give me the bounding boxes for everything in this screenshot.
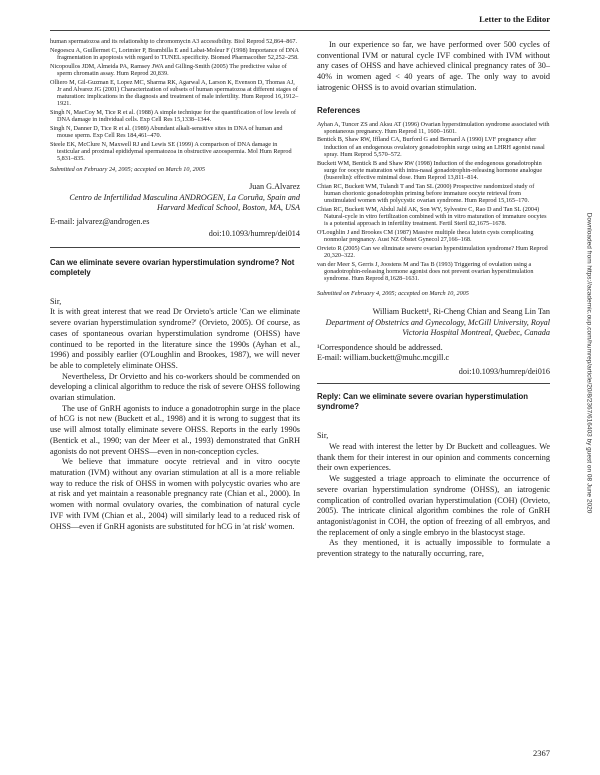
author-affiliation: Centro de Infertilidad Masculina ANDROGEN, La Coruña, Spain and Harvard Medical School, Boston, MA, USA	[69, 192, 300, 213]
correspondence-note: ¹Correspondence should be addressed.	[317, 342, 443, 352]
salutation: Sir,	[50, 296, 62, 306]
body-paragraph: Nevertheless, Dr Orvietto and his co-workers should be commended on developing a clinical algorithm to reduce the risk of severe OHSS following ovarian stimulation.	[50, 371, 300, 403]
body-paragraph: We believe that immature oocyte retrieval and in vitro oocyte maturation (IVM) without any ovarian stimulation at all is a more reliable way to reduce the risk of OHSS in women with polycystic ovaries who are at risk and yet maintain a reasonable pregnancy rate (Chian et al., 2000). In women with normal ovulatory ovaries, the combination of natural cycle IVF with IVM (Chian et al., 2004) will similarly lead to a reduced risk of OHSS—even if GnRH agonists are substituted for hCG in 'at risk' women.	[50, 457, 300, 531]
reply-body	[317, 431, 550, 559]
author-affiliation: Department of Obstetrics and Gynecology, McGill University, Royal Victoria Hospital Montreal, Quebec, Canada	[325, 317, 550, 338]
reference-list-continued	[50, 38, 300, 162]
reference-item: Buckett WM, Bentick B and Shaw RW (1998) Induction of the endogenous gonadotrophin surge for oocyte maturation with intra-nasal gonadotrophin-releasing hormone analogue (buserelin): effective minimal dose. Hum Reprod 13,811–814.	[317, 159, 543, 181]
reference-item: Singh N, MacCoy M, Tice R et al. (1988) A simple technique for the quantification of low levels of DNA damage in individual cells. Exp Cell Res 15,1338–1344.	[50, 108, 296, 124]
reference-item: Steele EK, McClure N, Maxwell RJ and Lewis SE (1999) A comparison of DNA damage in testicular and proximal epididymal spermatozoa in obstructive azoospermia. Mol Hum Reprod 5,831–835.	[50, 140, 292, 163]
page-number: 2367	[533, 748, 550, 758]
body-paragraph: We suggested a triage approach to eliminate the occurrence of severe ovarian hyperstimulation syndrome (OHSS), an iatrogenic complication of controlled ovarian hyperstimulation (COH) (Orvieto, 2005). The intricate clinical algorithm combines the role of GnRH antagonist/agonist in COH, the option of freezing of all embryos, and the replacement of only a single embryo in the blastocyst stage.	[317, 474, 550, 537]
reference-item: Negoescu A, Guillermet C, Lorimier P, Brambilla E and Labat-Moleur F (1998) Importance of DNA fragmentation in apoptosis with regard to TUNEL specificity. Biomed Pharmacother 52,252–258.	[50, 46, 299, 61]
doi: doi:10.1093/humrep/dei016	[458, 366, 550, 376]
reference-item: Chian RC, Buckett WM, Abdul Jalil AK, Son WY, Sylvestre C, Rao D and Tan SL (2004) Natural-cycle in vitro fertilization combined with in vitro maturation of immature oocytes is a potential approach in infertility treatment. Fertil Steril 82,1675–1678.	[317, 205, 547, 228]
reference-item: Nicopoullos JDM, Almeida PA, Ramsey JWA and Gilling-Smith (2005) The predictive value of sperm chromatin assay. Hum Reprod 20,839.	[50, 62, 287, 77]
references-heading: References	[317, 105, 361, 115]
author-name: Juan G.Alvarez	[249, 182, 300, 192]
body-paragraph: The use of GnRH agonists to induce a gonadotrophin surge in the place of hCG is not new (Buckett et al., 1998) and it is wrong to suggest that its use will almost totally eliminate severe OHSS. Reports in the early 1990s (Bentick et al., 1990; van der Meer et al., 1993) demonstrated that GnRH agonists do not prevent OHSS—even in non-conception cycles.	[50, 403, 300, 456]
right-column	[317, 40, 550, 560]
running-head: Letter to the Editor	[479, 14, 550, 24]
doi: doi:10.1093/humrep/dei014	[208, 229, 300, 239]
reference-item: Ayhan A, Tuncer ZS and Aksu AT (1996) Ovarian hyperstimulation syndrome associated with spontaneous pregnancy. Hum Reprod 11, 1600–1601.	[317, 120, 550, 135]
header-rule	[50, 30, 550, 31]
letter-title: Can we eliminate severe ovarian hyperstimulation syndrome? Not completely	[50, 257, 295, 277]
author-email: E-mail: jalvarez@androgen.es	[50, 216, 150, 226]
reference-item: van der Meer S, Gerris J, Joostens M and Tas B (1993) Triggering of ovulation using a gonadotrophin-releasing hormone agonist does not prevent ovarian hyperstimulation syndrome. Hum Reprod 8,1628–1631.	[317, 260, 534, 283]
reference-item: Singh N, Danner D, Tice R et al. (1989) Abundant alkali-sensitive sites in DNA of human and mouse sperm. Exp Cell Res 184,461–470.	[50, 124, 283, 139]
letter-body	[50, 297, 300, 532]
download-watermark	[583, 100, 595, 625]
reference-item: Bentick B, Shaw RW, Iffland CA, Burford G and Bernard A (1990) LVF pregnancy after induction of an endogenous ovulatory gonadotrophin surge using an LHRH agonist nasal spray. Hum Reprod 5,570–572.	[317, 136, 545, 158]
download-watermark-text: Downloaded from https://academic.oup.com/humrep/article/20/8/2367/616403 by guest on 08 June 2020	[585, 212, 593, 513]
reference-item: Olliero M, Gil-Guzman E, Lopez MC, Sharma RK, Agarwal A, Larson K, Evenson D, Thomas AJ, Jr and Alvarez JG (2001) Characterization of subsets of human spermatozoa at different stages of maturation: implications in the diagnosis and treatment of male infertility. Hum Reprod 16,1912–1921.	[50, 78, 299, 108]
section-rule	[50, 247, 300, 248]
reply-title: Reply: Can we eliminate severe ovarian hyperstimulation syndrome?	[317, 392, 529, 412]
author-names: William Buckett¹, Ri-Cheng Chian and Seang Lin Tan	[372, 307, 550, 317]
reference-list	[317, 121, 550, 283]
body-paragraph: As they mentioned, it is actually impossible to formulate a prevention strategy to the naturally occurring, rare,	[317, 538, 550, 559]
submission-dates: Submitted on February 4, 2005; accepted on March 10, 2005	[317, 290, 469, 298]
reference-item: human spermatozoa and its relationship to chromomycin A3 accessibility. Biol Reprod 52,864–867.	[50, 38, 298, 45]
left-column	[50, 38, 300, 532]
author-email: E-mail: william.buckett@muhc.mcgill.c	[317, 353, 450, 363]
body-paragraph: We read with interest the letter by Dr Buckett and colleagues. We thank them for their interest in our opinion and comments concerning their own experiences.	[317, 441, 550, 473]
section-rule	[317, 383, 550, 384]
body-paragraph: In our experience so far, we have performed over 500 cycles of conventional IVM or natural cycle IVF combined with IVM without any cases of OHSS and have achieved clinical pregnancy rates of 30–40% in women aged < 40 years of age. The only way to avoid iatrogenic OHSS is to avoid ovarian stimulation.	[317, 40, 550, 92]
reference-item: Chian RC, Buckett WM, Tulandi T and Tan SL (2000) Prospective randomized study of human chorionic gonadotrophin priming before immature oocyte retrieval from unstimulated women with polycystic ovarian syndrome. Hum Reprod 15,165–170.	[317, 182, 535, 205]
body-paragraph: It is with great interest that we read Dr Orvieto's article 'Can we eliminate severe ovarian hyperstimulation syndrome?' (Orvieto, 2005). Of course, as cases of spontaneous ovarian hyperstimulation syndrome (OHSS) have continued to be reported in the literature since the 1990s (Ayhan et al., 1996) and possibly earlier (O'Loughlin and Brookes, 1987), we will never be able to completely eliminate OHSS.	[50, 307, 300, 370]
submission-dates: Submitted on February 24, 2005; accepted on March 10, 2005	[50, 166, 205, 174]
reference-item: O'Loughlin J and Brookes CM (1987) Massive multiple theca lutein cysts complicating nonmolar pregnancy. Aust NZ Obstet Gynecol 27,166–168.	[317, 228, 534, 244]
salutation: Sir,	[317, 431, 329, 441]
reference-item: Orvieto R (2005) Can we eliminate severe ovarian hyperstimulation syndrome? Hum Reprod 20,320–322.	[317, 244, 548, 259]
